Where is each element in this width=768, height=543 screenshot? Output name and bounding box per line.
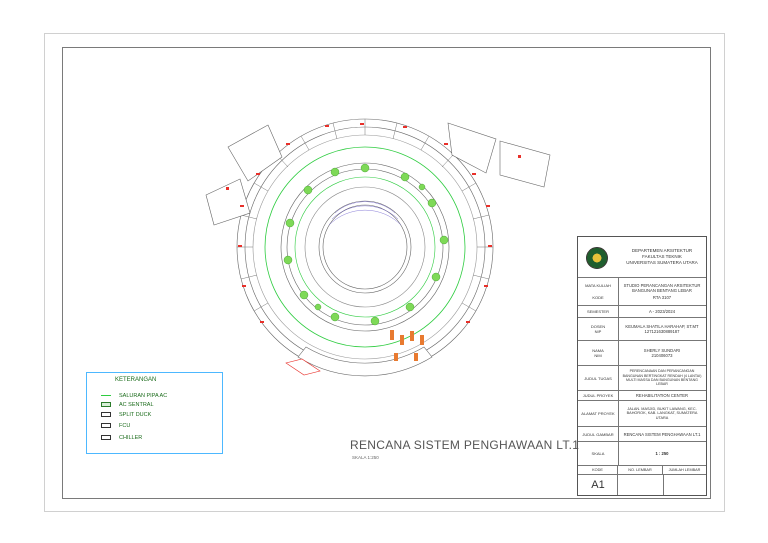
scale-row: SKALA 1 : 250 <box>578 442 706 466</box>
project-value: REHABILITATION CENTER <box>635 393 689 398</box>
task-row: JUDUL TUGAS PERENCANAAN DAN PERANCANGAN BANGUNAN BERTINGKAT RENDAH (4 LANTAI) MULTI MASSA DAN BANGUNAN BENTANG LEBAR <box>578 366 706 391</box>
student-nim: 210406073 <box>651 353 673 358</box>
scale-value: 1 : 250 <box>655 451 669 456</box>
sheet-code: A1 <box>591 479 605 491</box>
university-seal-icon <box>586 247 608 269</box>
student-name: SHERLY SUNDARI <box>643 348 681 353</box>
plan-scale-note: SKALA 1:250 <box>352 455 379 460</box>
lecturer-name: KEUMALA SHATILA HARAHAP, ST.MT <box>625 324 699 329</box>
address-value: JALAN. MASJID, BUKIT LAWANG, KEC. BAHOROK, KAB. LANGKAT, SUMATERA UTARA <box>626 406 698 420</box>
legend-item-split-duck: SPLIT DUCK <box>101 412 151 420</box>
lecturer-nip: 127121630889187 <box>644 329 680 334</box>
chiller-icon <box>101 435 111 440</box>
project-row: JUDUL PROYEK REHABILITATION CENTER <box>578 391 706 401</box>
semester-value: A - 2023/2024 <box>648 309 676 314</box>
semester-row: SEMESTER A - 2023/2024 <box>578 306 706 318</box>
legend-box <box>86 372 223 454</box>
drawing-row: JUDUL GAMBAR RENCANA SISTEM PENGHAWAAN LT.1 <box>578 427 706 442</box>
plan-title: RENCANA SISTEM PENGHAWAAN LT.1 <box>350 438 580 452</box>
legend-item-fcu: FCU <box>101 423 130 431</box>
address-row: ALAMAT PROYEK JALAN. MASJID, BUKIT LAWANG, KEC. BAHOROK, KAB. LANGKAT, SUMATERA UTARA <box>578 401 706 427</box>
ac-central-icon <box>101 402 111 407</box>
title-block <box>577 236 707 496</box>
fcu-icon <box>101 423 111 428</box>
circular-floor-plan <box>200 95 560 405</box>
code-value: RTA 3107 <box>652 295 672 300</box>
lecturer-row: DOSEN NIP KEUMALA SHATILA HARAHAP, ST.MT 127121630889187 <box>578 318 706 341</box>
task-value: PERENCANAAN DAN PERANCANGAN BANGUNAN BERTINGKAT RENDAH (4 LANTAI) MULTI MASSA DAN BANGUNAN BENTANG LEBAR <box>622 369 702 387</box>
legend-item-ac-central: AC SENTRAL <box>101 402 154 410</box>
drawing-value: RENCANA SISTEM PENGHAWAAN LT.1 <box>623 431 701 437</box>
legend-title: KETERANGAN <box>115 377 157 383</box>
pipe-line-icon <box>101 395 111 396</box>
course-value: STUDIO PERANCANGAN ARSITEKTUR BANGUNAN BENTANG LEBAR <box>623 283 701 293</box>
course-row: MATA KULIAH KODE STUDIO PERANCANGAN ARSITEKTUR BANGUNAN BENTANG LEBAR RTA 3107 <box>578 278 706 306</box>
legend-item-chiller: CHILLER <box>101 435 142 443</box>
sheet-info-row: KODE NO. LEMBAR JUMLAH LEMBAR A1 <box>578 466 706 495</box>
split-duck-icon <box>101 412 111 417</box>
student-row: NAMA NIM SHERLY SUNDARI 210406073 <box>578 341 706 366</box>
title-block-header <box>578 237 706 278</box>
department-name: DEPARTEMEN ARSITEKTUR FAKULTAS TEKNIK UNIVERSITAS SUMATERA UTARA <box>626 248 698 265</box>
legend-item-pipe: SALURAN PIPA AC <box>101 393 167 401</box>
